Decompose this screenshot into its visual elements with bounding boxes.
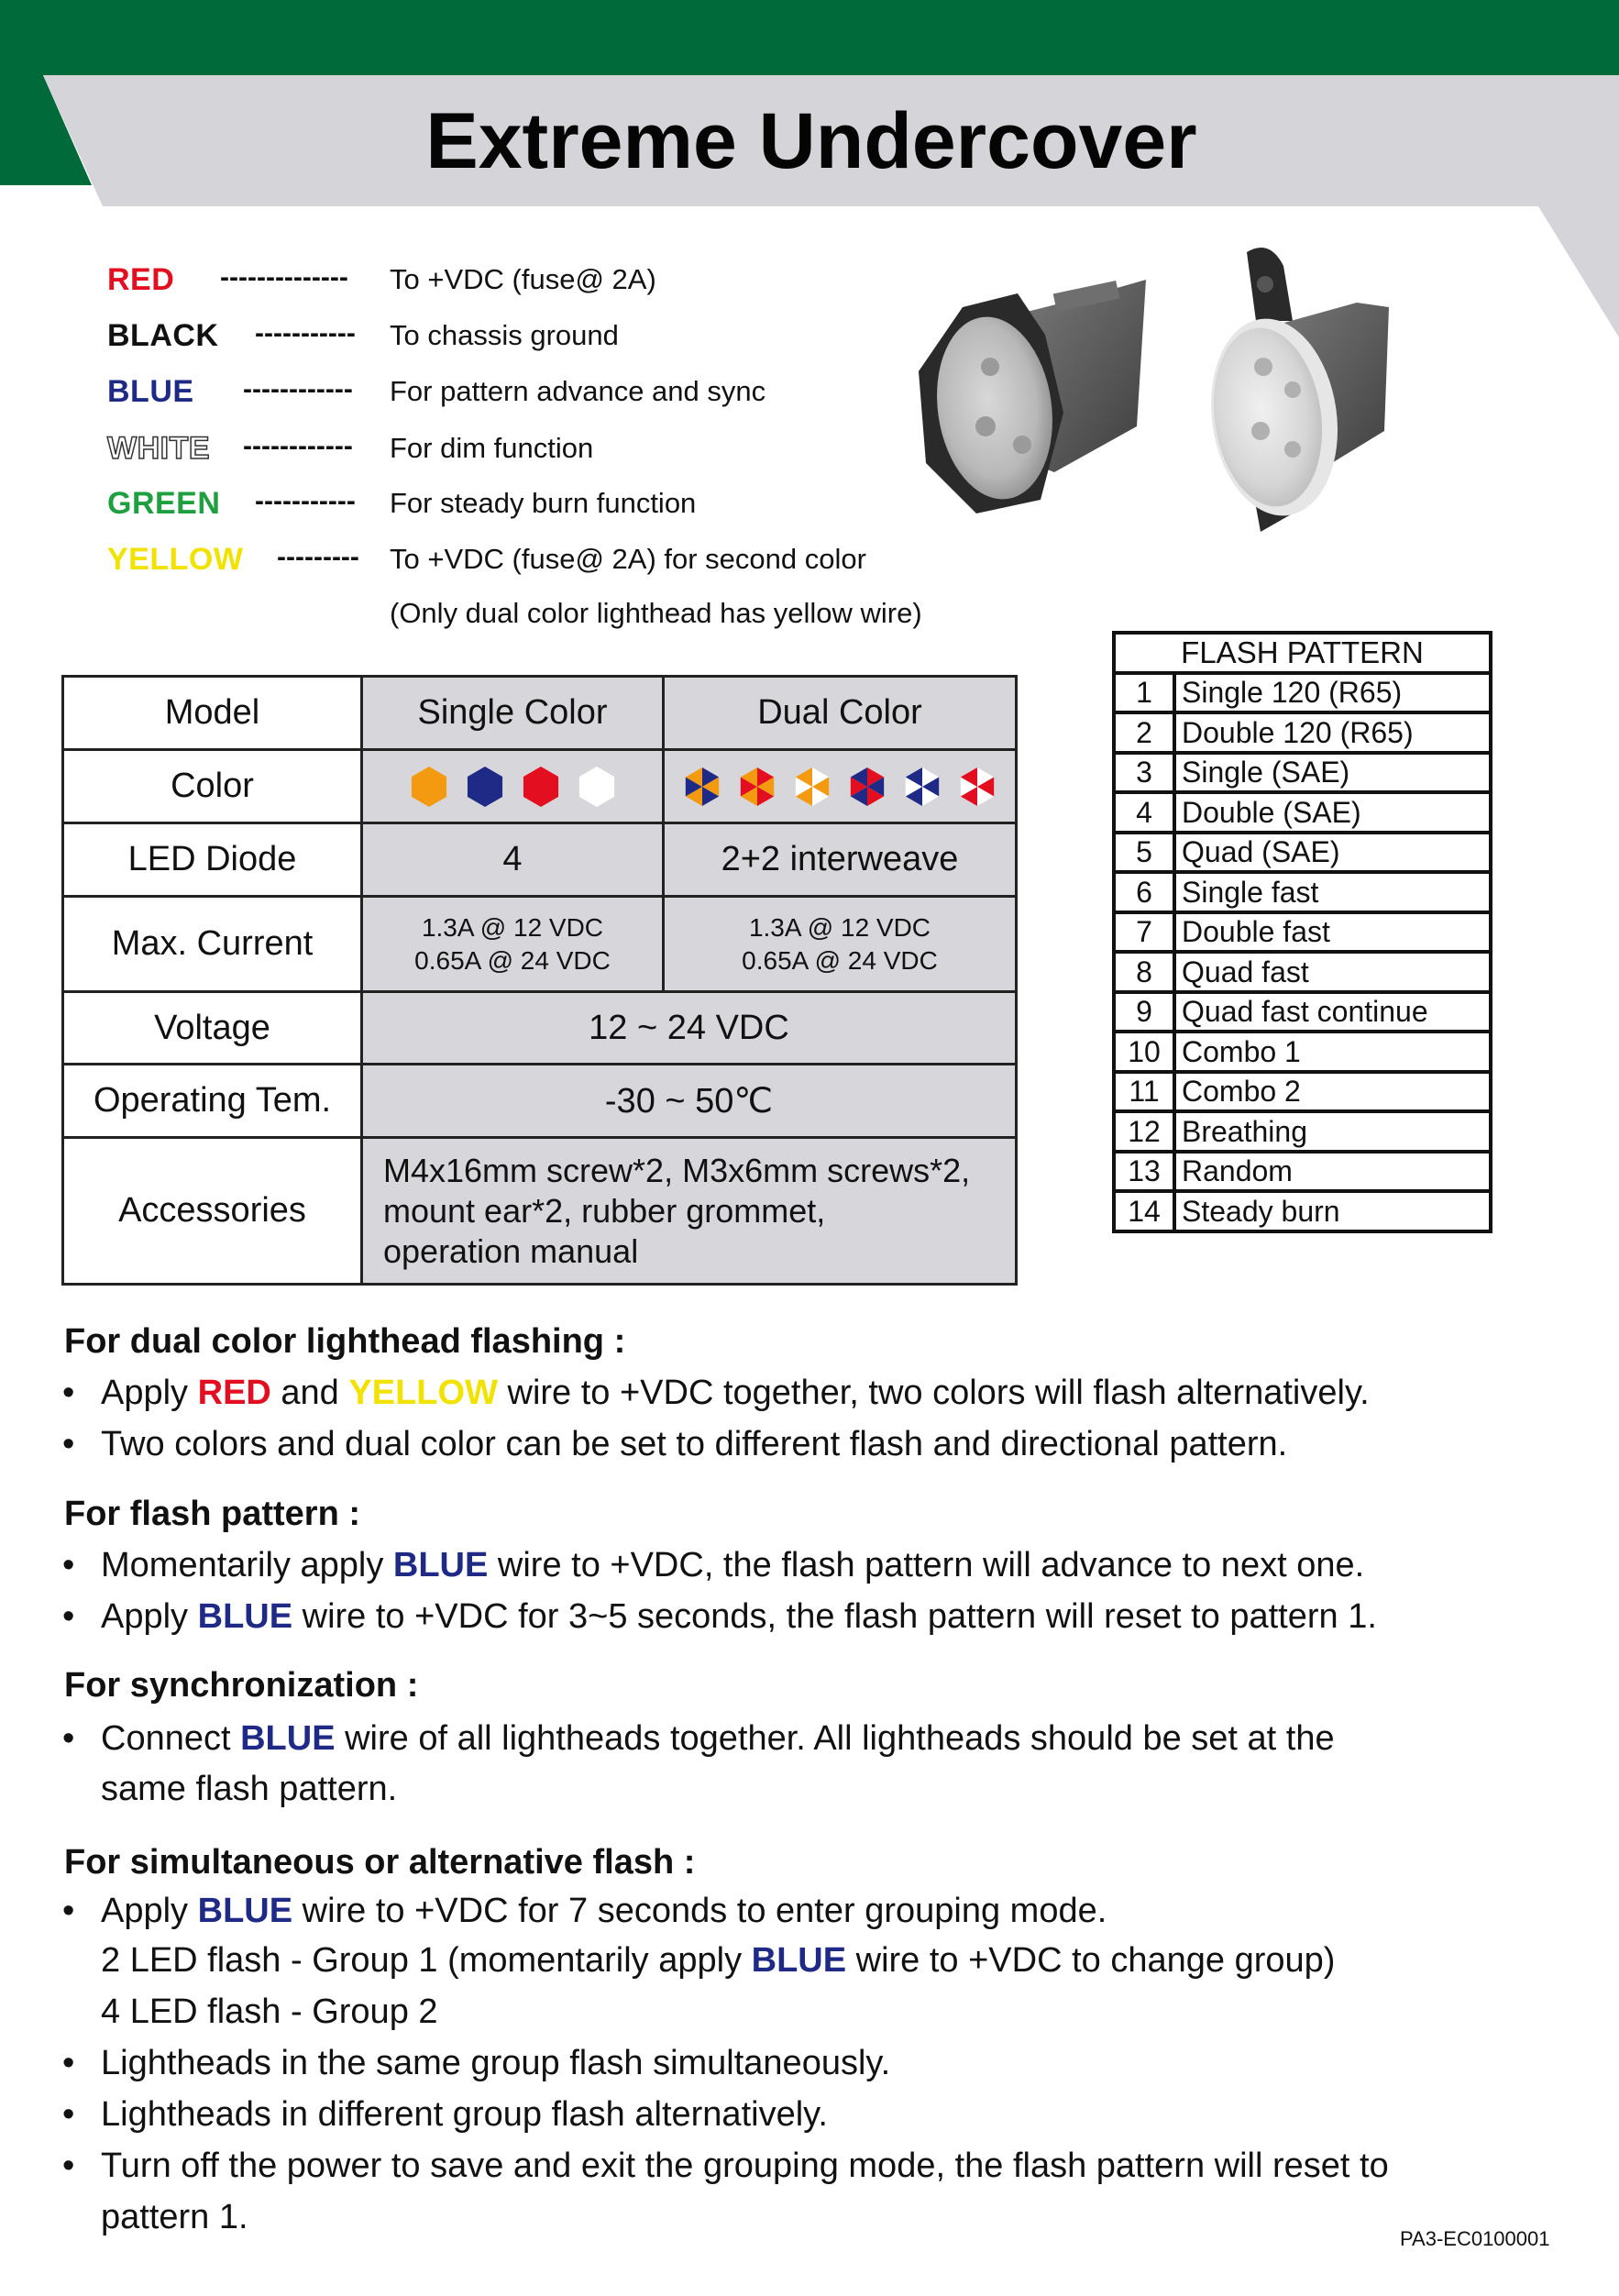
flash-pattern-table (1112, 631, 1492, 1233)
text: wire to +VDC, the flash pattern will advance to next one. (488, 1546, 1365, 1584)
wire-label: BLUE (107, 374, 194, 409)
spec-row-current (63, 897, 1017, 992)
color-hex-icon (465, 765, 505, 809)
dual-color-hex-icon (903, 766, 942, 808)
wire-note-row (0, 591, 922, 636)
heading-dual-color: For dual color lighthead flashing : (64, 1322, 626, 1361)
wire-row-red (0, 257, 917, 303)
bullet-icon: • (62, 1546, 75, 1584)
spec-row-model (63, 677, 1017, 750)
color-hex-icon (409, 765, 449, 809)
wire-desc: To +VDC (fuse@ 2A) (390, 263, 656, 295)
dual-color-hex-icon (958, 766, 997, 808)
lighthead-hex-flange (919, 280, 1146, 513)
wire-dashes: -------------- (220, 262, 348, 293)
color-hex-icon (521, 765, 561, 809)
spec-row-color (63, 750, 1017, 823)
temp-value: -30 ~ 50℃ (362, 1065, 1017, 1138)
keyword-blue: BLUE (751, 1941, 847, 1980)
single-color-swatches (362, 750, 664, 823)
wire-desc: For dim function (390, 432, 594, 464)
spec-label: Accessories (63, 1138, 362, 1285)
current-line: 0.65A @ 24 VDC (414, 945, 611, 975)
flash-pattern-row (1114, 912, 1491, 953)
wire-dashes: ----------- (255, 486, 356, 516)
keyword-red: RED (197, 1374, 271, 1412)
wire-dashes: ------------ (243, 374, 353, 404)
color-hex-icon (577, 765, 617, 809)
flash-pattern-name: Single (SAE) (1174, 753, 1491, 793)
instruction-line (101, 1716, 1335, 1761)
text: wire to +VDC to change group) (846, 1941, 1336, 1980)
flash-pattern-row (1114, 1032, 1491, 1072)
flash-pattern-title-row (1114, 633, 1491, 673)
bullet-icon: • (62, 2147, 75, 2185)
single-hex-row (363, 765, 662, 809)
wire-label: GREEN (107, 486, 221, 521)
spec-row-temp (63, 1065, 1017, 1138)
bullet-icon: • (62, 2044, 75, 2082)
flash-pattern-number: 13 (1114, 1152, 1174, 1192)
flash-pattern-number: 4 (1114, 792, 1174, 833)
accessories-line: M4x16mm screw*2, M3x6mm screws*2, (383, 1151, 971, 1189)
flash-pattern-number: 12 (1114, 1111, 1174, 1152)
flash-pattern-number: 3 (1114, 753, 1174, 793)
dual-color-hex-icon (848, 766, 887, 808)
document-code: PA3-EC0100001 (1400, 2227, 1550, 2250)
flash-pattern-number: 10 (1114, 1032, 1174, 1072)
hex-fill (523, 767, 557, 807)
wire-desc: For steady burn function (390, 487, 697, 519)
heading-sync: For synchronization : (64, 1666, 419, 1705)
dual-hex-row (665, 766, 1015, 808)
flash-pattern-row (1114, 673, 1491, 713)
flash-pattern-row (1114, 992, 1491, 1032)
flash-pattern-name: Double fast (1174, 912, 1491, 953)
flash-pattern-number: 6 (1114, 872, 1174, 912)
text: Apply (101, 1374, 198, 1412)
heading-grouping: For simultaneous or alternative flash : (64, 1843, 696, 1882)
instruction-line (101, 1594, 1377, 1639)
instruction-line: Lightheads in the same group flash simultaneously. (101, 2044, 891, 2082)
bullet-icon: • (62, 1892, 75, 1930)
wire-label: RED (107, 262, 175, 297)
flash-pattern-row (1114, 1072, 1491, 1112)
flash-pattern-row (1114, 872, 1491, 912)
flash-pattern-row (1114, 712, 1491, 753)
accessories-line: operation manual (383, 1231, 639, 1270)
wire-row-blue (0, 369, 917, 414)
flash-pattern-row (1114, 833, 1491, 873)
dual-color-swatches (664, 750, 1017, 823)
flash-pattern-row (1114, 952, 1491, 992)
bullet-icon: • (62, 1374, 75, 1412)
instruction-line (101, 1888, 1107, 1934)
flash-pattern-row (1114, 792, 1491, 833)
keyword-blue: BLUE (197, 1892, 293, 1930)
flash-pattern-number: 9 (1114, 992, 1174, 1032)
wire-row-white (0, 425, 917, 471)
text: Momentarily apply (101, 1546, 393, 1584)
wire-row-black (0, 313, 917, 359)
spec-label: Color (63, 750, 362, 823)
bullet-icon: • (62, 1719, 75, 1758)
spec-row-led (63, 823, 1017, 897)
keyword-blue: BLUE (197, 1597, 293, 1636)
instruction-line: Lightheads in different group flash alternatively. (101, 2095, 828, 2134)
wire-label: WHITE (107, 431, 211, 466)
flash-pattern-name: Combo 2 (1174, 1072, 1491, 1112)
text: Connect (101, 1719, 241, 1758)
flash-pattern-number: 11 (1114, 1072, 1174, 1112)
heading-flash-pattern: For flash pattern : (64, 1495, 361, 1533)
flash-pattern-number: 1 (1114, 673, 1174, 713)
text: wire of all lightheads together. All lightheads should be set at the (335, 1719, 1335, 1758)
wire-note: (Only dual color lighthead has yellow wire) (390, 597, 922, 629)
flash-pattern-row (1114, 1191, 1491, 1231)
wire-desc: To chassis ground (390, 319, 619, 351)
bullet-icon: • (62, 2095, 75, 2134)
spec-header-dual: Dual Color (664, 677, 1017, 750)
green-band (0, 0, 1619, 75)
wire-dashes: --------- (277, 542, 359, 572)
text: Apply (101, 1597, 198, 1636)
flash-pattern-row (1114, 753, 1491, 793)
wire-label: BLACK (107, 318, 219, 353)
current-single-value (362, 897, 664, 992)
instruction-line-cont: same flash pattern. (101, 1770, 398, 1808)
spec-row-accessories (63, 1138, 1017, 1285)
flash-pattern-number: 2 (1114, 712, 1174, 753)
spec-label: Voltage (63, 992, 362, 1065)
flash-pattern-number: 7 (1114, 912, 1174, 953)
spec-header-single: Single Color (362, 677, 664, 750)
instruction-line-cont: pattern 1. (101, 2198, 248, 2236)
hex-fill (578, 767, 613, 807)
wire-dashes: ----------- (255, 318, 356, 348)
flash-pattern-name: Single fast (1174, 872, 1491, 912)
flash-pattern-name: Quad fast continue (1174, 992, 1491, 1032)
instruction-line (101, 1937, 1335, 1983)
text: wire to +VDC for 7 seconds to enter grouping mode. (292, 1892, 1107, 1930)
flash-pattern-name: Random (1174, 1152, 1491, 1192)
bullet-icon: • (62, 1597, 75, 1636)
dual-color-hex-icon (793, 766, 832, 808)
keyword-yellow: YELLOW (348, 1374, 498, 1412)
wire-dashes: ------------ (243, 431, 353, 461)
spec-label: Max. Current (63, 897, 362, 992)
spec-label: Model (63, 677, 362, 750)
flash-pattern-row (1114, 1111, 1491, 1152)
flash-pattern-number: 5 (1114, 833, 1174, 873)
page-title: Extreme Undercover (425, 97, 1197, 185)
instruction-line (101, 1542, 1364, 1588)
wire-label: YELLOW (107, 542, 244, 577)
flash-pattern-name: Breathing (1174, 1111, 1491, 1152)
keyword-blue: BLUE (392, 1546, 489, 1584)
text: and (270, 1374, 349, 1412)
instruction-line: Turn off the power to save and exit the grouping mode, the flash pattern will reset to (101, 2147, 1389, 2185)
keyword-blue: BLUE (240, 1719, 336, 1758)
current-line: 1.3A @ 12 VDC (748, 912, 931, 942)
hex-fill (411, 767, 446, 807)
instruction-line: 4 LED flash - Group 2 (101, 1992, 438, 2031)
flash-pattern-name: Combo 1 (1174, 1032, 1491, 1072)
flash-pattern-title: FLASH PATTERN (1114, 633, 1491, 673)
dual-color-hex-icon (738, 766, 776, 808)
product-image (908, 234, 1549, 555)
flash-pattern-number: 14 (1114, 1191, 1174, 1231)
bullet-icon: • (62, 1425, 75, 1463)
spec-label: LED Diode (63, 823, 362, 897)
wire-desc: For pattern advance and sync (390, 375, 766, 407)
led-dual-value: 2+2 interweave (664, 823, 1017, 897)
flash-pattern-name: Quad fast (1174, 952, 1491, 992)
flash-pattern-name: Steady burn (1174, 1191, 1491, 1231)
wire-desc: To +VDC (fuse@ 2A) for second color (390, 543, 866, 575)
dual-color-hex-icon (683, 766, 721, 808)
text: 2 LED flash - Group 1 (momentarily apply (101, 1941, 752, 1980)
lighthead-ear-mount (1199, 248, 1389, 532)
wire-row-yellow (0, 536, 917, 582)
spec-table (61, 675, 1018, 1286)
voltage-value: 12 ~ 24 VDC (362, 992, 1017, 1065)
instruction-line: Two colors and dual color can be set to different flash and directional pattern. (101, 1425, 1288, 1463)
wire-row-green (0, 480, 917, 526)
flash-pattern-number: 8 (1114, 952, 1174, 992)
flash-pattern-name: Single 120 (R65) (1174, 673, 1491, 713)
current-line: 1.3A @ 12 VDC (421, 912, 604, 942)
spec-row-voltage (63, 992, 1017, 1065)
text: wire to +VDC together, two colors will flash alternatively. (497, 1374, 1370, 1412)
instruction-line (101, 1370, 1370, 1416)
flash-pattern-name: Double (SAE) (1174, 792, 1491, 833)
accessories-line: mount ear*2, rubber grommet, (383, 1191, 826, 1230)
flash-pattern-name: Double 120 (R65) (1174, 712, 1491, 753)
current-line: 0.65A @ 24 VDC (742, 945, 938, 975)
flash-pattern-row (1114, 1152, 1491, 1192)
accessories-value (362, 1138, 1017, 1285)
text: wire to +VDC for 3~5 seconds, the flash pattern will reset to pattern 1. (292, 1597, 1377, 1636)
current-dual-value (664, 897, 1017, 992)
spec-label: Operating Tem. (63, 1065, 362, 1138)
flash-pattern-name: Quad (SAE) (1174, 833, 1491, 873)
hex-fill (467, 767, 501, 807)
led-single-value: 4 (362, 823, 664, 897)
text: Apply (101, 1892, 198, 1930)
